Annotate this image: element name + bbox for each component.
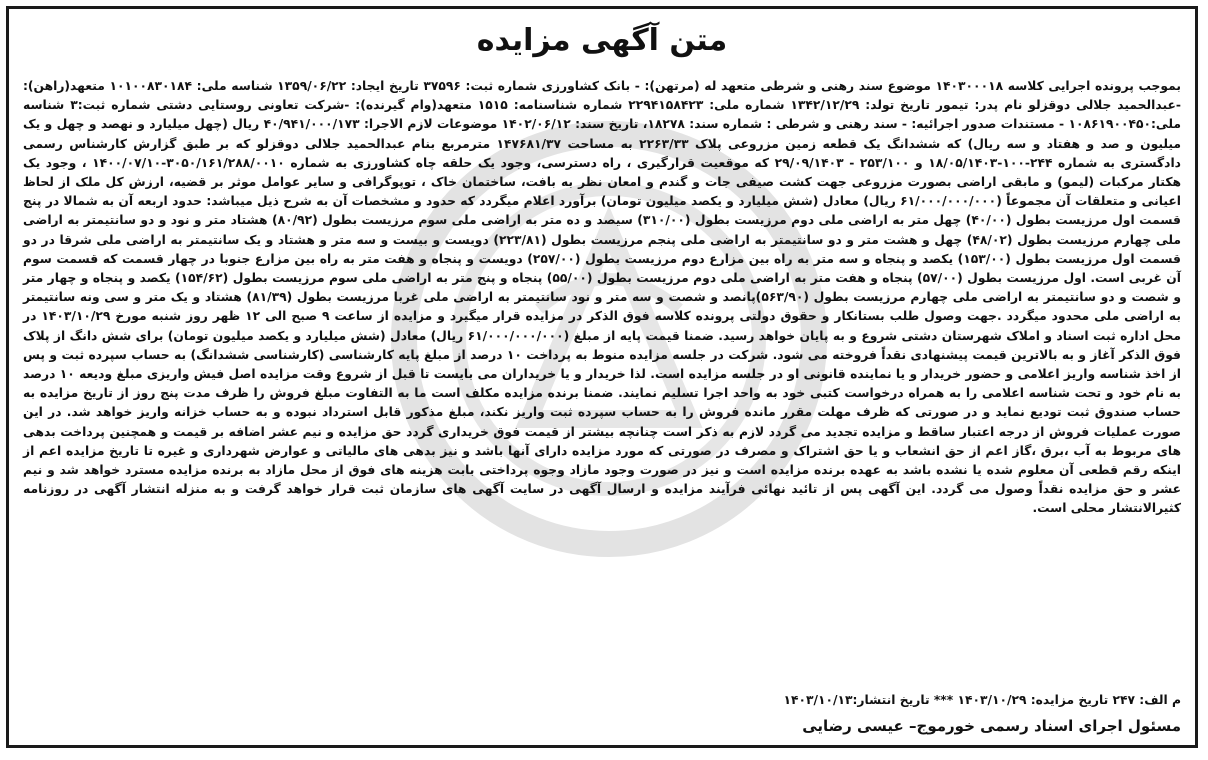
notice-body: [23, 77, 1181, 519]
notice-meta-line: م الف: ۲۴۷ تاریخ مزایده: ۱۴۰۳/۱۰/۲۹ *** تاریخ انتشار:۱۴۰۳/۱۰/۱۳: [783, 693, 1181, 707]
notice-title: متن آگهی مزایده: [476, 23, 728, 58]
notice-body-paragraph: بموجب پرونده اجرایی کلاسه ۱۴۰۳۰۰۰۱۸ موضوع سند رهنی و شرطی متعهد له (مرتهن): - بانک کشاورزی شماره ثبت: ۳۷۵۹۶ تاریخ ایجاد: ۱۳۵۹/۰۶/۲۲ شناسه ملی: ۱۰۱۰۰۸۳۰۱۸۴ متعهد(راهن): -عبدالحمید جلالی دوقزلو نام پدر: تیمور تاریخ تولد: ۱۳۴۲/۱۲/۲۹ شماره ملی: ۲۲۹۴۱۵۸۴۲۳ شماره شناسنامه: ۱۵۱۵ متعهد(وام گیرنده): -شرکت تعاونی روستایی دشتی شماره ثبت:۳ شناسه ملی:۱۰۸۶۱۹۰۰۴۵۰ - مستندات صدور اجرائیه: - سند رهنی و شرطی : شماره سند: ۱۸۲۷۸، تاریخ سند: ۱۴۰۲/۰۶/۱۲ موضوعات لازم الاجرا: ۴۰/۹۴۱/۰۰۰/۱۷۳ ریال (چهل میلیارد و نهصد و چهل و یک میلیون و صد و هفتاد و سه ریال) که ششدانگ یک قطعه زمین مزروعی پلاک ۲۲۶۳/۳۳ به مساحت ۱۴۷۶۸۱/۳۷ مترمربع بنام عبدالحمید جلالی دوقزلو که بر طبق گزارش کارشناس رسمی دادگستری به شماره ۲۴۴-۱۰۰-۱۸/۰۵/۱۴۰۳ و ۲۵۳/۱۰۰ - ۲۹/۰۹/۱۴۰۳ که موقعیت قرارگیری ، راه دسترسی، وجود یک حلقه چاه کشاورزی به شماره ۳۰۵۰/۱۶۱/۲۸۸/۰۰۱۰-۱۴۰۰/۰۷/۱۰ ، وجود یک هکتار مرکبات (لیمو) و مابقی اراضی بصورت مزروعی جهت کشت صیفی جات و گندم و امعان نظر به بافت، ساختمان خاک ، توپوگرافی و سایر عوامل موثر بر قضیه، ارزش کل ملک از لحاظ اعیانی و متعلقات آن مجموعاً (۶۱/۰۰۰/۰۰۰/۰۰۰ ریال) معادل (شش میلیارد و یکصد میلیون تومان) برآورد اعلام میگردد که حدود و مشخصات آن به شرح ذیل میباشد: حدود اربعه آن به شمالا در پنج قسمت اول مرزیست بطول (۴۰/۰۰) چهل متر به اراضی ملی دوم مرزیست بطول (۳۱۰/۰۰) سیصد و ده متر به اراضی ملی سوم مرزیست بطول (۸۰/۹۲) هشتاد متر و نود و دو سانتیمتر به اراضی ملی چهارم مرزیست بطول (۴۸/۰۲) چهل و هشت متر و دو سانتیمتر به اراضی ملی پنجم مرزیست بطول (۲۲۳/۸۱) دویست و بیست و سه متر و هشتاد و یک سانتیمتر به اراضی ملی شرقا در دو قسمت اول مرزیست بطول (۱۵۳/۰۰) یکصد و پنجاه و سه متر به راه بین مزارع دوم مرزیست بطول (۲۵۷/۰۰) دویست و پنجاه و هفت متر به راه بین مزارع جنوبا در چهار قسمت که قسمت سوم آن غربی است. اول مرزیست بطول (۵۷/۰۰) پنجاه و هفت متر به اراضی ملی دوم مرزیست بطول (۵۵/۰۰) پنجاه و پنج متر به اراضی ملی سوم مرزیست بطول (۱۵۴/۶۲) یکصد و پنجاه و چهار متر و شصت و دو سانتیمتر به اراضی ملی چهارم مرزیست بطول (۵۶۳/۹۰)پانصد و شصت و سه متر و نود سانتیمتر به اراضی ملی غربا مرزیست بطول (۸۱/۳۹) هشتاد و یک متر و سی ونه سانتیمتر به اراضی ملی محدود میگردد .جهت وصول طلب بستانکار و حقوق دولتی پرونده کلاسه فوق الذکر در مزایده قرار میگیرد و مزایده از ساعت ۹ صبح الی ۱۲ ظهر روز شنبه مورخ ۱۴۰۳/۱۰/۲۹ در محل اداره ثبت اسناد و املاک شهرستان دشتی شروع و به پایان خواهد رسید. ضمنا قیمت پایه از مبلغ (۶۱/۰۰۰/۰۰۰/۰۰۰ ریال) معادل (شش میلیارد و یکصد میلیون تومان) برای شش دانگ از پلاک فوق الذکر آغاز و به بالاترین قیمت پیشنهادی نقداً فروخته می شود. شرکت در جلسه مزایده منوط به پرداخت ۱۰ درصد از مبلغ پایه کارشناسی (کارشناسی ششدانگ) به حساب سپرده ثبت و پس از اخذ شناسه واریز اعلامی و حضور خریدار و یا نماینده قانونی او در جلسه مزایده است. لذا خریدار و یا خریداران می بایست تا قبل از شروع وقت مزایده اصل فیش واریزی مبلغ ودیعه ۱۰ درصد به نام خود و تحت شناسه اعلامی را به همراه درخواست کتبی خود به واحد اجرا تسلیم نمایند. ضمنا برنده مزایده مکلف است ما به التفاوت مبلغ فروش را ظرف مدت پنج روز از تاریخ مزایده به حساب صندوق ثبت تودیع نماید و در صورتی که ظرف مهلت مقرر مانده فروش را به حساب سپرده ثبت واریز نکند، مبلغ مذکور قابل استرداد نبوده و به حساب خزانه واریز خواهد شد. در این صورت عملیات فروش از درجه اعتبار ساقط و مزایده تجدید می گردد لازم به ذکر است چنانچه بیشتر از قیمت فوق خریداری گردد حق مزایده و نیم عشر اضافه بر قیمت و همچنین پرداخت بدهی های مربوط به آب ،برق ،گاز اعم از حق انشعاب و یا حق اشتراک و مصرف در صورتی که مورد مزایده دارای آنها باشد و نیز بدهی های مالیاتی و عوارض شهرداری و غیره تا تاریخ مزایده اعم از اینکه رقم قطعی آن معلوم شده یا نشده باشد به عهده برنده مزایده است و نیز در صورت وجود مازاد وجوه پرداختی بابت هزینه های فوق از محل مازاد به برنده مزایده مسترد خواهد شد و نیم عشر و حق مزایده نقداً وصول می گردد. این آگهی پس از تائید نهائی فرآیند مزایده و ارسال آگهی در سایت آگهی های سازمان ثبت قرار خواهد گرفت و به منزله انتشار آگهی در روزنامه کثیرالانتشار محلی است.: [23, 79, 1181, 516]
notice-frame: [6, 6, 1198, 748]
notice-signature: مسئول اجرای اسناد رسمی خورموج– عیسی رضایی: [802, 717, 1181, 735]
